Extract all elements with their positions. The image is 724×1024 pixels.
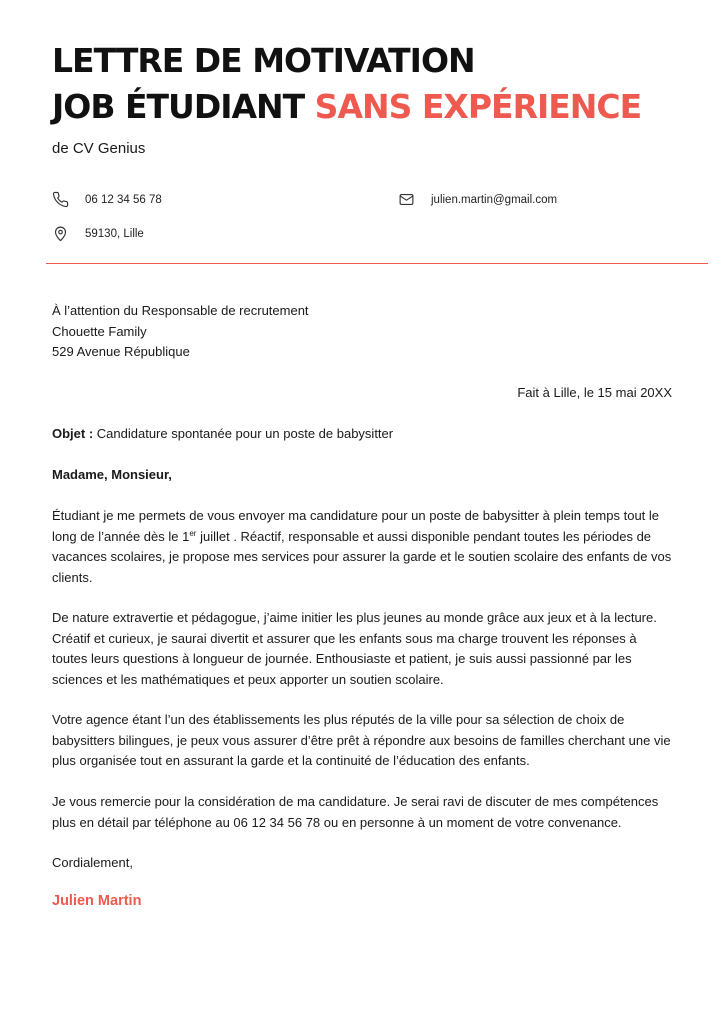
recipient-line-3: 529 Avenue République <box>52 344 190 359</box>
closing: Cordialement, <box>52 855 133 870</box>
title-line-2-main: JOB ÉTUDIANT <box>52 87 305 126</box>
header-divider <box>46 263 708 264</box>
salutation: Madame, Monsieur, <box>52 467 172 482</box>
body-paragraph-1-end: juillet . Réactif, responsable et aussi disponible pendant toutes les périodes de vacances scolaires, je propose mes services pour assurer la garde et le soutien scolaire des enfants de vos clients. <box>52 528 672 585</box>
title-line-2 <box>52 84 641 130</box>
body-paragraph-1 <box>52 506 674 588</box>
body-paragraph-1-start: Étudiant je me permets de vous envoyer ma candidature pour un poste de babysitter à plein temps tout le long de l’année dès le 1 <box>52 508 660 544</box>
location-pin-icon <box>52 225 69 242</box>
email-address: julien.martin@gmail.com <box>431 193 558 206</box>
letter-subject <box>52 424 393 445</box>
phone-number: 06 12 34 56 78 <box>85 193 162 206</box>
ordinal-superscript: er <box>189 528 197 538</box>
document-title <box>52 38 641 130</box>
document-subtitle: de CV Genius <box>52 140 146 157</box>
subject-text: Candidature spontanée pour un poste de babysitter <box>93 426 394 441</box>
signature: Julien Martin <box>52 893 142 909</box>
contact-location <box>52 225 144 242</box>
body-paragraph-2: De nature extravertie et pédagogue, j’aime initier les plus jeunes au monde grâce aux jeux et à la lecture. Créatif et curieux, je saurai divertit et assurer que les enfants sous ma charge trouvent les réponses à toutes leurs questions à longueur de journée. Enthousiaste et patient, je suis aussi passionné par les sciences et les mathématiques et peux apporter un soutien scolaire. <box>52 610 657 687</box>
envelope-icon <box>398 191 415 208</box>
subject-label: Objet : <box>52 426 94 441</box>
recipient-line-2: Chouette Family <box>52 323 147 339</box>
recipient-line-1: À l’attention du Responsable de recrutement <box>52 303 309 318</box>
recipient-block <box>52 301 309 363</box>
letter-date: Fait à Lille, le 15 mai 20XX <box>517 385 672 400</box>
contact-email <box>398 191 557 208</box>
location-text: 59130, Lille <box>85 227 144 240</box>
contact-phone <box>52 191 162 208</box>
phone-icon <box>52 191 69 208</box>
title-line-2-accent: SANS EXPÉRIENCE <box>314 87 642 126</box>
body-paragraph-4: Je vous remercie pour la considération de ma candidature. Je serai ravi de discuter de mes compétences plus en détail par téléphone au 06 12 34 56 78 ou en personne à un moment de votre convenance. <box>52 794 659 830</box>
body-paragraph-3: Votre agence étant l’un des établissements les plus réputés de la ville pour sa sélection de choix de babysitters bilingues, je peux vous assurer d’être prêt à répondre aux besoins de familles cherchant une vie plus organisée tout en assurant la garde et la continuité de l’éducation des enfants. <box>52 712 671 768</box>
title-line-1: LETTRE DE MOTIVATION <box>52 41 475 80</box>
